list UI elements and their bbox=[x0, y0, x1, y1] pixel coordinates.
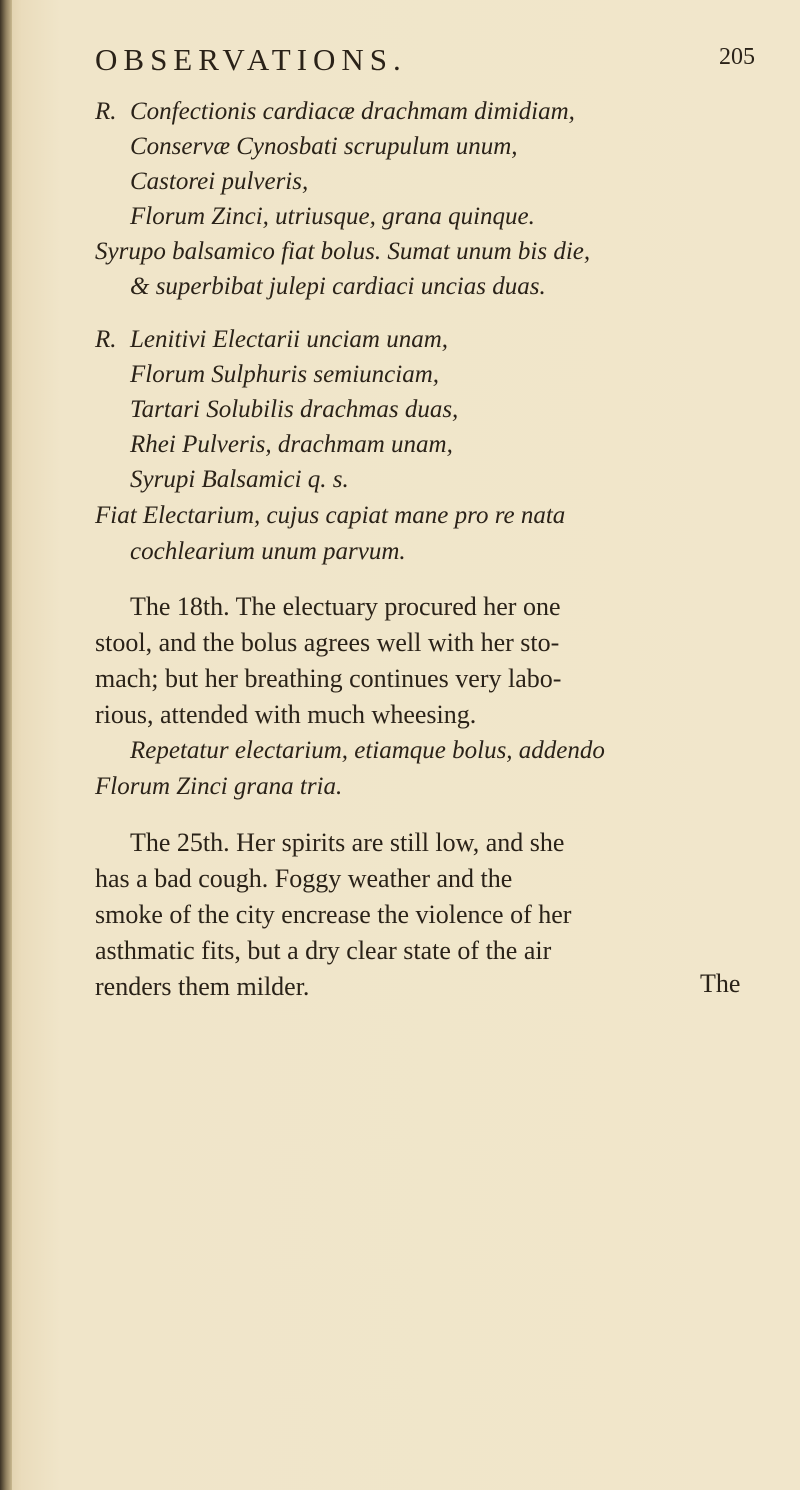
prescription-line: & superbibat julepi cardiaci uncias duas. bbox=[130, 273, 546, 300]
prescription-line: Repetatur electarium, etiamque bolus, addendo bbox=[130, 737, 605, 764]
prescription-line: Tartari Solubilis drachmas duas, bbox=[130, 396, 459, 423]
prescription-line: Conservæ Cynosbati scrupulum unum, bbox=[130, 133, 518, 160]
recipe-mark: R. bbox=[95, 326, 117, 353]
running-head: OBSERVATIONS. bbox=[95, 42, 407, 77]
prescription-line: Syrupo balsamico fiat bolus. Sumat unum bis die, bbox=[95, 238, 591, 265]
prescription-line: cochlearium unum parvum. bbox=[130, 538, 406, 565]
body-text-line: rious, attended with much wheesing. bbox=[95, 700, 477, 729]
page-header bbox=[95, 42, 755, 92]
page-gutter bbox=[0, 0, 12, 1490]
body-text-line: has a bad cough. Foggy weather and the bbox=[95, 864, 513, 893]
body-text-line: mach; but her breathing continues very labo- bbox=[95, 664, 562, 693]
prescription-line: Rhei Pulveris, drachmam unam, bbox=[130, 431, 453, 458]
page-number: 205 bbox=[719, 44, 755, 70]
prescription-line: Florum Sulphuris semiunciam, bbox=[130, 361, 440, 388]
body-text-line: asthmatic fits, but a dry clear state of the air bbox=[95, 936, 552, 965]
prescription-line: Confectionis cardiacæ drachmam dimidiam, bbox=[130, 98, 575, 125]
body-text-line: stool, and the bolus agrees well with her sto- bbox=[95, 628, 560, 657]
body-text-line: The 25th. Her spirits are still low, and she bbox=[130, 828, 565, 857]
body-text-line: smoke of the city encrease the violence of her bbox=[95, 900, 572, 929]
prescription-line: Fiat Electarium, cujus capiat mane pro re nata bbox=[95, 502, 566, 529]
prescription-line: Castorei pulveris, bbox=[130, 168, 309, 195]
body-text-line: The 18th. The electuary procured her one bbox=[130, 592, 561, 621]
prescription-line: Florum Zinci grana tria. bbox=[95, 773, 343, 800]
prescription-line: Florum Zinci, utriusque, grana quinque. bbox=[130, 203, 535, 230]
catchword: The bbox=[700, 969, 741, 998]
body-text-line: renders them milder. bbox=[95, 972, 310, 1001]
prescription-line: Lenitivi Electarii unciam unam, bbox=[130, 326, 449, 353]
recipe-mark: R. bbox=[95, 98, 117, 125]
prescription-line: Syrupi Balsamici q. s. bbox=[130, 466, 349, 493]
